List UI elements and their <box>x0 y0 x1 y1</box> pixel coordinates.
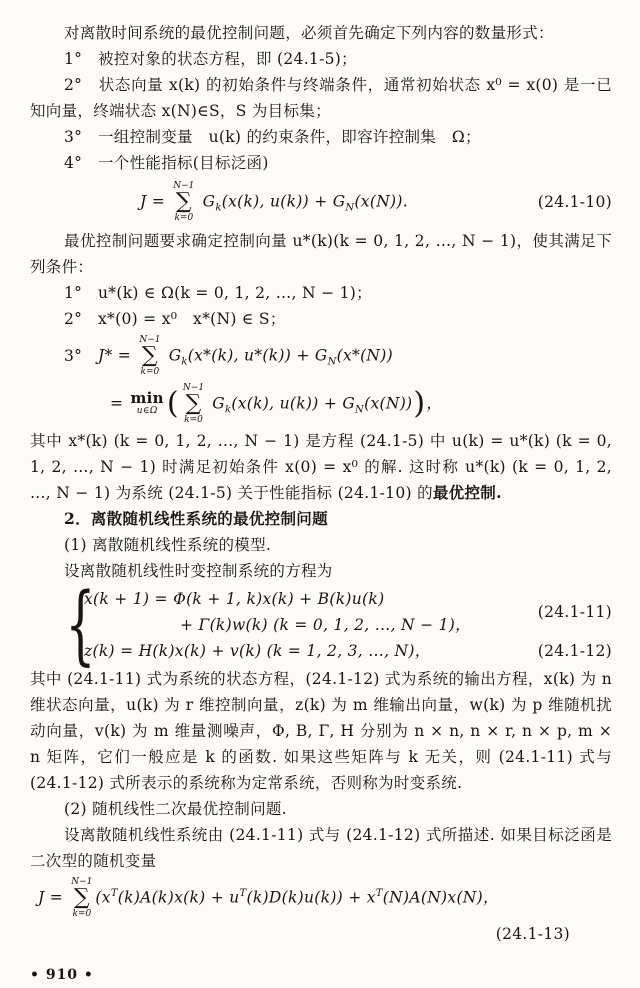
condition-3-line2 <box>30 380 612 428</box>
item-state-vector-conditions: 2° 状态向量 x(k) 的初始条件与终端条件，通常初始状态 x⁰ = x(0) 是一已知向量，终端状态 x(N)∈S，S 为目标集； <box>30 76 612 120</box>
system-equation-lines <box>84 586 538 664</box>
subsection-2-title: (2) 随机线性二次最优控制问题. <box>64 800 287 818</box>
page-number: • 910 • <box>30 967 94 983</box>
item-control-constraints: 3° 一组控制变量 u(k) 的约束条件，即容许控制集 Ω； <box>64 128 481 146</box>
equation-24-1-12-label: (24.1-12) <box>537 642 612 660</box>
equation-24-1-13-label: (24.1-13) <box>495 925 570 943</box>
equation-24-1-11-line1: x(k + 1) = Φ(k + 1, k)x(k) + B(k)u(k) <box>84 590 385 608</box>
equation-24-1-13 <box>38 874 612 922</box>
section-2-heading: 2．离散随机线性系统的最优控制问题 <box>64 509 328 528</box>
equation-24-1-11-line2: + Γ(k)w(k) (k = 0, 1, 2, …, N − 1)， <box>180 616 471 634</box>
condition-2: 2° x*(0) = x⁰ x*(N) ∈ S； <box>64 310 286 328</box>
subsection-1-title: (1) 离散随机线性系统的模型. <box>64 536 272 554</box>
condition-3-min-expression: = min u∈Ω ( N−1 ∑ k=0 $G_k(x(k)$, $u(k)) + G_N(x(N))$)， <box>110 382 443 425</box>
left-brace: { <box>65 575 96 675</box>
optimal-control-paragraph: 最优控制问题要求确定控制向量 u*(k)(k = 0, 1, 2, …, N − 1)，使其满足下列条件： <box>30 232 612 276</box>
optimal-control-term: 最优控制. <box>432 483 502 502</box>
system-description-paragraph: 其中 (24.1-11) 式为系统的状态方程，(24.1-12) 式为系统的输出方程，x(k) 为 n 维状态向量，u(k) 为 r 维控制向量，z(k) 为 m 维输出向量，w(k) 为 p 维随机扰动向量，v(k) 为 m 维量测噪声，Φ, B, Γ, H 分别为 n × n, n × r, n × p, m × n 矩阵，它们一般应是 k 的函数. 如果这些矩阵与 k 无关，则 (24.1-11) 式与 (24.1-12) 式所表示的系统称为定常系统，否则称为时变系统. <box>30 670 612 792</box>
equation-24-1-10-math: J = N−1 ∑ k=0 $G_k(x(k)$, $u(k)) + G_N(x(N))$. <box>140 180 408 223</box>
solution-paragraph <box>30 428 612 506</box>
model-intro: 设离散随机线性时变控制系统的方程为 <box>64 562 333 580</box>
condition-1: 1° u*(k) ∈ Ω(k = 0, 1, 2, …, N − 1)； <box>64 284 372 302</box>
system-equation-labels <box>538 586 612 664</box>
item-performance-index: 4° 一个性能指标(目标泛函) <box>64 154 269 172</box>
solution-paragraph-text: 其中 x*(k) (k = 0, 1, 2, …, N − 1) 是方程 (24.1-5) 中 u(k) = u*(k) (k = 0, 1, 2, …, N − 1) 时满足初始条件 x(0) = x⁰ 的解. 这时称 u*(k) (k = 0, 1, 2, …, N − 1) 为系统 (24.1-5) 关于性能指标 (24.1-10) 的 <box>30 432 612 502</box>
quadratic-intro: 设离散随机线性系统由 (24.1-11) 式与 (24.1-12) 式所描述. 如果目标泛函是二次型的随机变量 <box>30 826 612 870</box>
intro-paragraph: 对离散时间系统的最优控制问题，必须首先确定下列内容的数量形式： <box>64 24 554 42</box>
equation-24-1-12-line: z(k) = H(k)x(k) + v(k) (k = 1, 2, 3, …, N)， <box>84 642 431 660</box>
condition-3-math: J* = N−1 ∑ k=0 $G_k(x*(k)$, $u*(k)) + G_N(x*(N))$ <box>98 334 393 377</box>
equation-24-1-10-label: (24.1-10) <box>537 193 612 211</box>
condition-3-number: 3° <box>64 347 99 365</box>
condition-3-line1 <box>30 332 612 380</box>
equation-24-1-13-math: J = N−1 ∑ k=0 $(x^T(k)A(k)x(k) + u^T(k)D(k)u(k)) + x^T(N)A(N)x(N)$， <box>38 876 499 919</box>
system-equations <box>65 575 612 675</box>
item-state-equation: 1° 被控对象的状态方程，即 (24.1-5)； <box>64 50 357 68</box>
equation-24-1-11-label: (24.1-11) <box>537 603 612 621</box>
equation-24-1-10 <box>30 177 612 227</box>
